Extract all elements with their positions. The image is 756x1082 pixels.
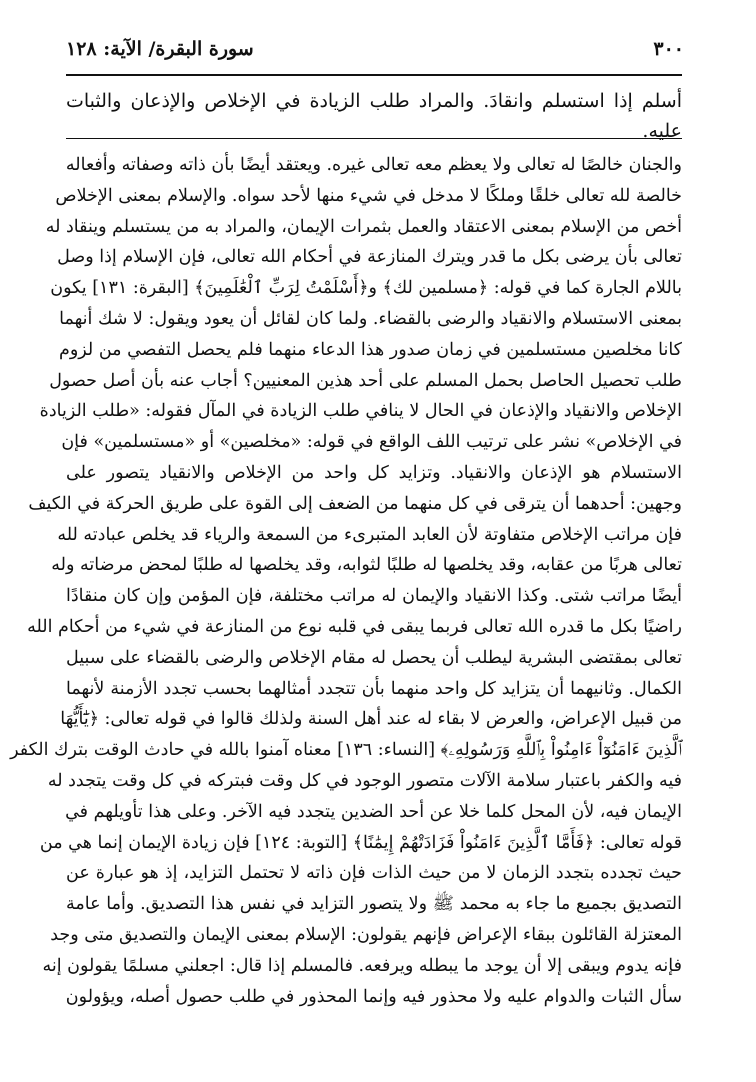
text-line: أيضًا مراتب شتى. وكذا الانقياد والإيمان له مراتب مختلفة، فإن المؤمن وإن كان منقادًا — [66, 586, 682, 607]
text-line: بمعنى الاستسلام والانقياد والرضى بالقضاء. ولما كان لقائل أن يعود ويقول: لا شك أنهما — [59, 308, 682, 329]
text-line: التصديق بجميع ما جاء به محمد ﷺ ولا يتصور التزايد في نفس هذا التصديق. وأما عامة — [66, 894, 682, 915]
text-line: من قبيل الإعراض، والعرض لا بقاء له عند أهل السنة ولذلك قالوا في قوله تعالى: ﴿يَٰٓأَيُّهَا — [60, 709, 682, 730]
text-line: الإخلاص والانقياد والإذعان في الحال لا ينافي طلب الزيادة في المآل فقوله: «طلب الزيادة — [39, 401, 682, 422]
text-line: في الإخلاص» نشر على ترتيب اللف الواقع في قوله: «مخلصين» أو «مستسلمين» فإن — [61, 432, 682, 453]
text-line: راضيًا بكل ما قدره الله تعالى فربما يبقى في قلبه نوع من المنازعة في شيء من أحكام الله — [27, 616, 682, 637]
text-line: الاستسلام هو الإذعان والانقياد. وتزايد كل واحد من الإخلاص والانقياد يتصور على — [66, 462, 682, 483]
text-line: فإن مراتب الإخلاص متفاوتة لأن العابد المتبرىء من السمعة والرياء قد يخلص عبادته لله — [57, 524, 682, 545]
footnote-separator — [66, 138, 682, 139]
text-line: طلب تحصيل الحاصل بحمل المسلم على أحد هذين المعنيين؟ أجاب عنه بأن أصل حصول — [49, 370, 682, 391]
text-line: والجنان خالصًا له تعالى ولا يعظم معه تعالى غيره. ويعتقد أيضًا بأن ذاته وصفاته وأفعاله — [65, 155, 682, 175]
text-line: تعالى هربًا من عقابه، وقد يخلصها له طلبًا لثوابه، وقد يخلصها له طلبًا لمحض مرضاته وله — [51, 555, 682, 576]
text-line: خالصة لله تعالى خلقًا وملكًا لا مدخل في شيء منها لأحد سواه. والإسلام بمعنى الإخلاص — [55, 185, 682, 206]
text-line: الإيمان فيه، لأن المحل كلما خلا عن أحد الضدين يتجدد فيه الآخر. وعلى هذا تأويلهم في — [65, 801, 682, 822]
text-line: حيث تجدده بتجدد الزمان لا من حيث الذات فإن ذاته لا تحتمل التزايد، إذ هو عبارة عن — [66, 863, 682, 884]
text-line: باللام الجارة كما في قوله: ﴿مسلمين لك﴾ و﴿أَسْلَمْتُ لِرَبِّ ٱلْعَٰلَمِينَ﴾ [البقرة: ١٣١] يكون — [50, 278, 682, 299]
text-line: فيه والكفر باعتبار سلامة الآلات متصور الوجود في كل وقت فبتركه في كل وقت يتجدد له — [47, 770, 682, 791]
text-line: أخص من الإسلام بمعنى الاعتقاد والعمل بثمرات الإيمان، والمراد به من يستسلم وينقاد له — [45, 216, 682, 237]
text-line: تعالى بمقتضى البشرية ليطلب أن يحصل له مقام الإخلاص والرضى بالقضاء على سبيل — [66, 647, 682, 668]
surah-title: سورة البقرة/ الآية: ١٢٨ — [66, 38, 254, 60]
text-line: ٱلَّذِينَ ءَامَنُوٓاْ ءَامِنُواْ بِٱللَّهِ وَرَسُولِهِۦ﴾ [النساء: ١٣٦] معناه آمنوا بالله في حادث الوقت بترك الكفر — [10, 740, 682, 761]
page-header — [66, 38, 684, 72]
text-line: سأل الثبات والدوام عليه ولا محذور فيه وإنما المحذور في طلب حصول أصله، ويؤولون — [65, 986, 682, 1007]
text-line: الكمال. وثانيهما أن يتزايد كل واحد منهما بأن تتجدد أمثالهما بحسب تجدد الأزمنة لأنهما — [66, 678, 682, 699]
text-line: وجهين: أحدهما أن يترقى في كل منهما من الضعف إلى القوة على طريق الحركة في الكيف — [28, 493, 682, 514]
text-line: المعتزلة القائلون ببقاء الإعراض فإنهم يقولون: الإسلام بمعنى الإيمان والتصديق متى وجد — [50, 924, 682, 945]
text-line: فإنه يدوم ويبقى إلا أن يوجد ما يبطله ويرفعه. فالمسلم إذا قال: اجعلني مسلمًا يقولون إنه — [42, 955, 682, 976]
text-line: كانا مخلصين مستسلمين في زمان صدور هذا الدعاء منهما فلم يحصل التفصي من لزوم — [58, 339, 682, 360]
footnote-text: أسلم إذا استسلم وانقادَ. والمراد طلب الزيادة في الإخلاص والإذعان والثبات عليه. — [66, 90, 682, 142]
header-rule — [66, 74, 682, 76]
text-line: قوله تعالى: ﴿فَأَمَّا ٱلَّذِينَ ءَامَنُواْ فَزَادَتْهُمْ إِيمَٰنًا﴾ [التوبة: ١٢٤] فإن زيادة الإيمان إنما هي من — [39, 832, 682, 853]
body-text — [10, 150, 682, 1012]
text-line: تعالى بأن يرضى بكل ما قدر ويترك المنازعة في أحكام الله تعالى، فإن الإسلام إذا وصل — [57, 247, 682, 268]
page-number: ٣٠٠ — [653, 38, 684, 60]
